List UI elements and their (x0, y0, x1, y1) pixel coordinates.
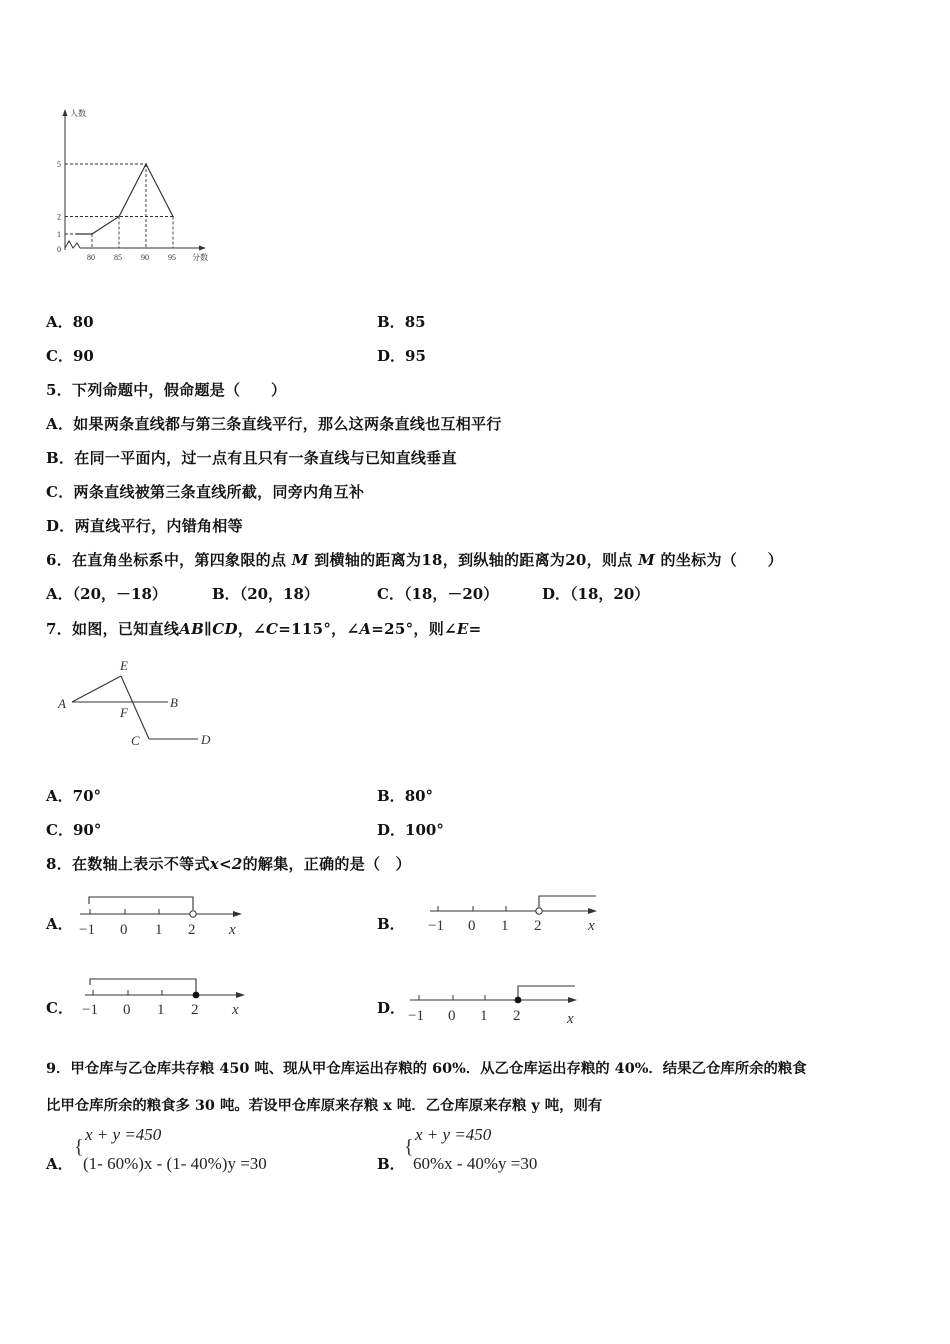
tick-label: 1 (157, 1002, 165, 1018)
axis-arrow (236, 992, 245, 998)
y-axis-arrow (63, 109, 68, 116)
number-line-b (425, 888, 605, 938)
y-tick-label: 1 (57, 230, 61, 239)
inequality: x<2 (209, 855, 243, 873)
q5-option-a[interactable] (46, 413, 502, 434)
q7-stem-part: =25°，则∠ (371, 620, 457, 638)
option-letter: B． (377, 313, 405, 331)
q5-option-c[interactable] (46, 481, 364, 502)
tick-label: 0 (120, 922, 128, 938)
label-b: B (170, 695, 178, 710)
q7-option-a[interactable] (46, 785, 101, 806)
y-axis-label: 人数 (70, 109, 86, 118)
open-point (190, 911, 196, 917)
q7-stem-part: = (468, 620, 482, 638)
tick-label: −1 (408, 1008, 424, 1024)
q4-option-c[interactable] (46, 345, 94, 366)
closed-point (193, 992, 200, 999)
tick-label: 2 (191, 1002, 199, 1018)
q4-option-a[interactable] (46, 311, 94, 332)
q7-option-c[interactable] (46, 819, 101, 840)
closed-point (515, 997, 522, 1004)
option-letter: D． (542, 585, 571, 603)
option-text: 如果两条直线都与第三条直线平行，那么这两条直线也互相平行 (73, 415, 502, 433)
q7-option-d[interactable] (377, 819, 444, 840)
q8-option-c[interactable] (46, 997, 73, 1018)
option-letter: B． (212, 585, 240, 603)
option-text: （20，18） (239, 585, 319, 603)
option-text: （18，－20） (403, 585, 499, 603)
option-letter: C． (46, 347, 73, 365)
option-letter: C． (46, 999, 73, 1017)
option-text: 在同一平面内，过一点有且只有一条直线与已知直线垂直 (74, 449, 457, 467)
q6-option-b[interactable] (212, 583, 319, 604)
option-letter: A． (46, 1155, 73, 1173)
label-d: D (201, 732, 211, 747)
q9-option-b[interactable] (377, 1153, 405, 1174)
q8-stem-part: 8．在数轴上表示不等式 (46, 855, 210, 873)
q6-option-c[interactable] (377, 583, 498, 604)
axis-arrow (233, 911, 242, 917)
q6-stem-part: 到横轴的距离为18，到纵轴的距离为20，则点 (314, 551, 633, 569)
number-line-a (75, 890, 255, 940)
y-tick-label: 5 (57, 160, 61, 169)
point-m: M (291, 551, 309, 569)
q9-b-eq2: 60%x - 40%y =30 (413, 1154, 538, 1173)
tick-label: 0 (468, 918, 476, 934)
q7-stem-part: 7．如图，已知直线 (46, 620, 180, 638)
number-line-c (80, 972, 260, 1022)
label-a: A (58, 696, 66, 711)
tick-label: 0 (448, 1008, 456, 1024)
parallel-lines-figure (50, 652, 230, 752)
option-letter: D． (377, 821, 406, 839)
option-letter: C． (46, 483, 74, 501)
axis-var: x (588, 918, 595, 934)
angle-var: E (456, 620, 469, 638)
q9-option-a[interactable] (46, 1153, 73, 1174)
option-letter: B． (377, 787, 405, 805)
option-letter: B． (377, 915, 405, 933)
chart-guides (65, 164, 173, 248)
x-axis-label: 分数 (192, 253, 208, 262)
option-text: 80 (72, 313, 94, 331)
data-point (145, 163, 147, 165)
q6-stem-part: 的坐标为（ ） (660, 551, 783, 569)
label-f: F (120, 705, 128, 720)
q4-option-d[interactable] (377, 345, 426, 366)
q9-stem-line2: 比甲仓库所余的粮食多 30 吨。若设甲仓库原来存粮 x 吨．乙仓库原来存粮 y 吨，则有 (46, 1097, 603, 1114)
option-letter: A． (46, 787, 73, 805)
axis-break (65, 241, 80, 248)
option-text: 70° (72, 787, 102, 805)
data-point (172, 216, 174, 218)
q7-stem (46, 618, 482, 639)
option-text: 100° (405, 821, 444, 839)
axis-arrow (568, 997, 577, 1003)
solution-bracket (89, 897, 193, 910)
axis-var: x (232, 1002, 239, 1018)
q6-option-a[interactable] (46, 583, 167, 604)
equation-brace: { (74, 1136, 84, 1158)
angle-var: C (266, 620, 279, 638)
option-text: 95 (405, 347, 426, 365)
data-point (91, 233, 93, 235)
option-text: （20，－18） (72, 585, 167, 603)
option-letter: D． (377, 347, 406, 365)
chart-ticks (57, 160, 176, 262)
option-letter: C． (46, 821, 73, 839)
solution-bracket (90, 979, 196, 992)
q9-stem-line1: 9．甲仓库与乙仓库共存粮 450 吨、现从甲仓库运出存粮的 60%．从乙仓库运出存粮的 40%．结果乙仓库所余的粮食 (46, 1060, 807, 1077)
x-tick-label: 85 (114, 253, 122, 262)
x-tick-label: 80 (87, 253, 95, 262)
label-c: C (131, 733, 140, 748)
tick-label: −1 (428, 918, 444, 934)
point-m: M (638, 551, 656, 569)
label-e: E (120, 658, 128, 673)
number-line-d (405, 978, 585, 1028)
score-line-chart (50, 103, 220, 268)
tick-label: 1 (480, 1008, 488, 1024)
option-text: （18，20） (570, 585, 650, 603)
option-text: 90 (72, 347, 94, 365)
option-letter: B． (46, 449, 75, 467)
q9-b-eq1: x + y =450 (415, 1125, 492, 1144)
angle-var: A (359, 620, 372, 638)
option-text: 80° (404, 787, 434, 805)
q7-stem-part: =115°，∠ (278, 620, 360, 638)
x-tick-label: 95 (168, 253, 176, 262)
axis-arrow (588, 908, 597, 914)
q5-option-d[interactable] (46, 515, 243, 536)
equation-brace: { (404, 1136, 414, 1158)
q9-a-eq1: x + y =450 (85, 1125, 162, 1144)
solution-bracket (518, 986, 575, 997)
option-letter: A． (46, 585, 73, 603)
y-tick-label: 2 (57, 212, 61, 222)
data-point (118, 216, 120, 218)
option-letter: A． (46, 915, 73, 933)
q8-option-d[interactable] (377, 997, 405, 1018)
y-tick-label: 0 (57, 245, 61, 254)
q8-option-b[interactable] (377, 913, 405, 934)
tick-label: 2 (534, 918, 542, 934)
q8-stem (46, 853, 411, 874)
tick-label: −1 (82, 1002, 98, 1018)
q6-stem-part: 6．在直角坐标系中，第四象限的点 (46, 551, 287, 569)
open-point (536, 908, 542, 914)
axis-var: x (567, 1011, 574, 1027)
q4-option-b[interactable] (377, 311, 426, 332)
tick-label: 2 (188, 922, 196, 938)
option-letter: A． (46, 415, 74, 433)
tick-label: −1 (79, 922, 95, 938)
q7-stem-part: ，∠ (237, 620, 267, 638)
x-axis-arrow (199, 246, 206, 251)
option-text: 85 (404, 313, 426, 331)
q6-option-d[interactable] (542, 583, 649, 604)
q6-stem (46, 549, 783, 570)
option-letter: B． (377, 1155, 405, 1173)
q9-a-eq2: (1- 60%)x - (1- 40%)y =30 (83, 1154, 267, 1173)
q8-option-a[interactable] (46, 913, 73, 934)
q8-stem-part: 的解集，正确的是（ ） (242, 855, 411, 873)
x-tick-label: 90 (141, 253, 149, 262)
tick-label: 2 (513, 1008, 521, 1024)
q5-option-b[interactable] (46, 447, 457, 468)
parallel-lines: AB∥CD (179, 620, 238, 638)
option-letter: C． (377, 585, 404, 603)
option-letter: A． (46, 313, 73, 331)
q7-option-b[interactable] (377, 785, 433, 806)
q5-stem: 5．下列命题中，假命题是（ ） (46, 381, 287, 399)
solution-bracket (539, 896, 596, 907)
option-text: 两直线平行，内错角相等 (74, 517, 243, 535)
axis-var: x (229, 922, 236, 938)
series-line (76, 164, 173, 234)
option-letter: D． (46, 517, 75, 535)
option-text: 90° (72, 821, 102, 839)
tick-label: 1 (155, 922, 163, 938)
option-text: 两条直线被第三条直线所截，同旁内角互补 (73, 483, 365, 501)
option-letter: D． (377, 999, 406, 1017)
tick-label: 1 (501, 918, 509, 934)
tick-label: 0 (123, 1002, 131, 1018)
segment-ae (72, 676, 121, 702)
